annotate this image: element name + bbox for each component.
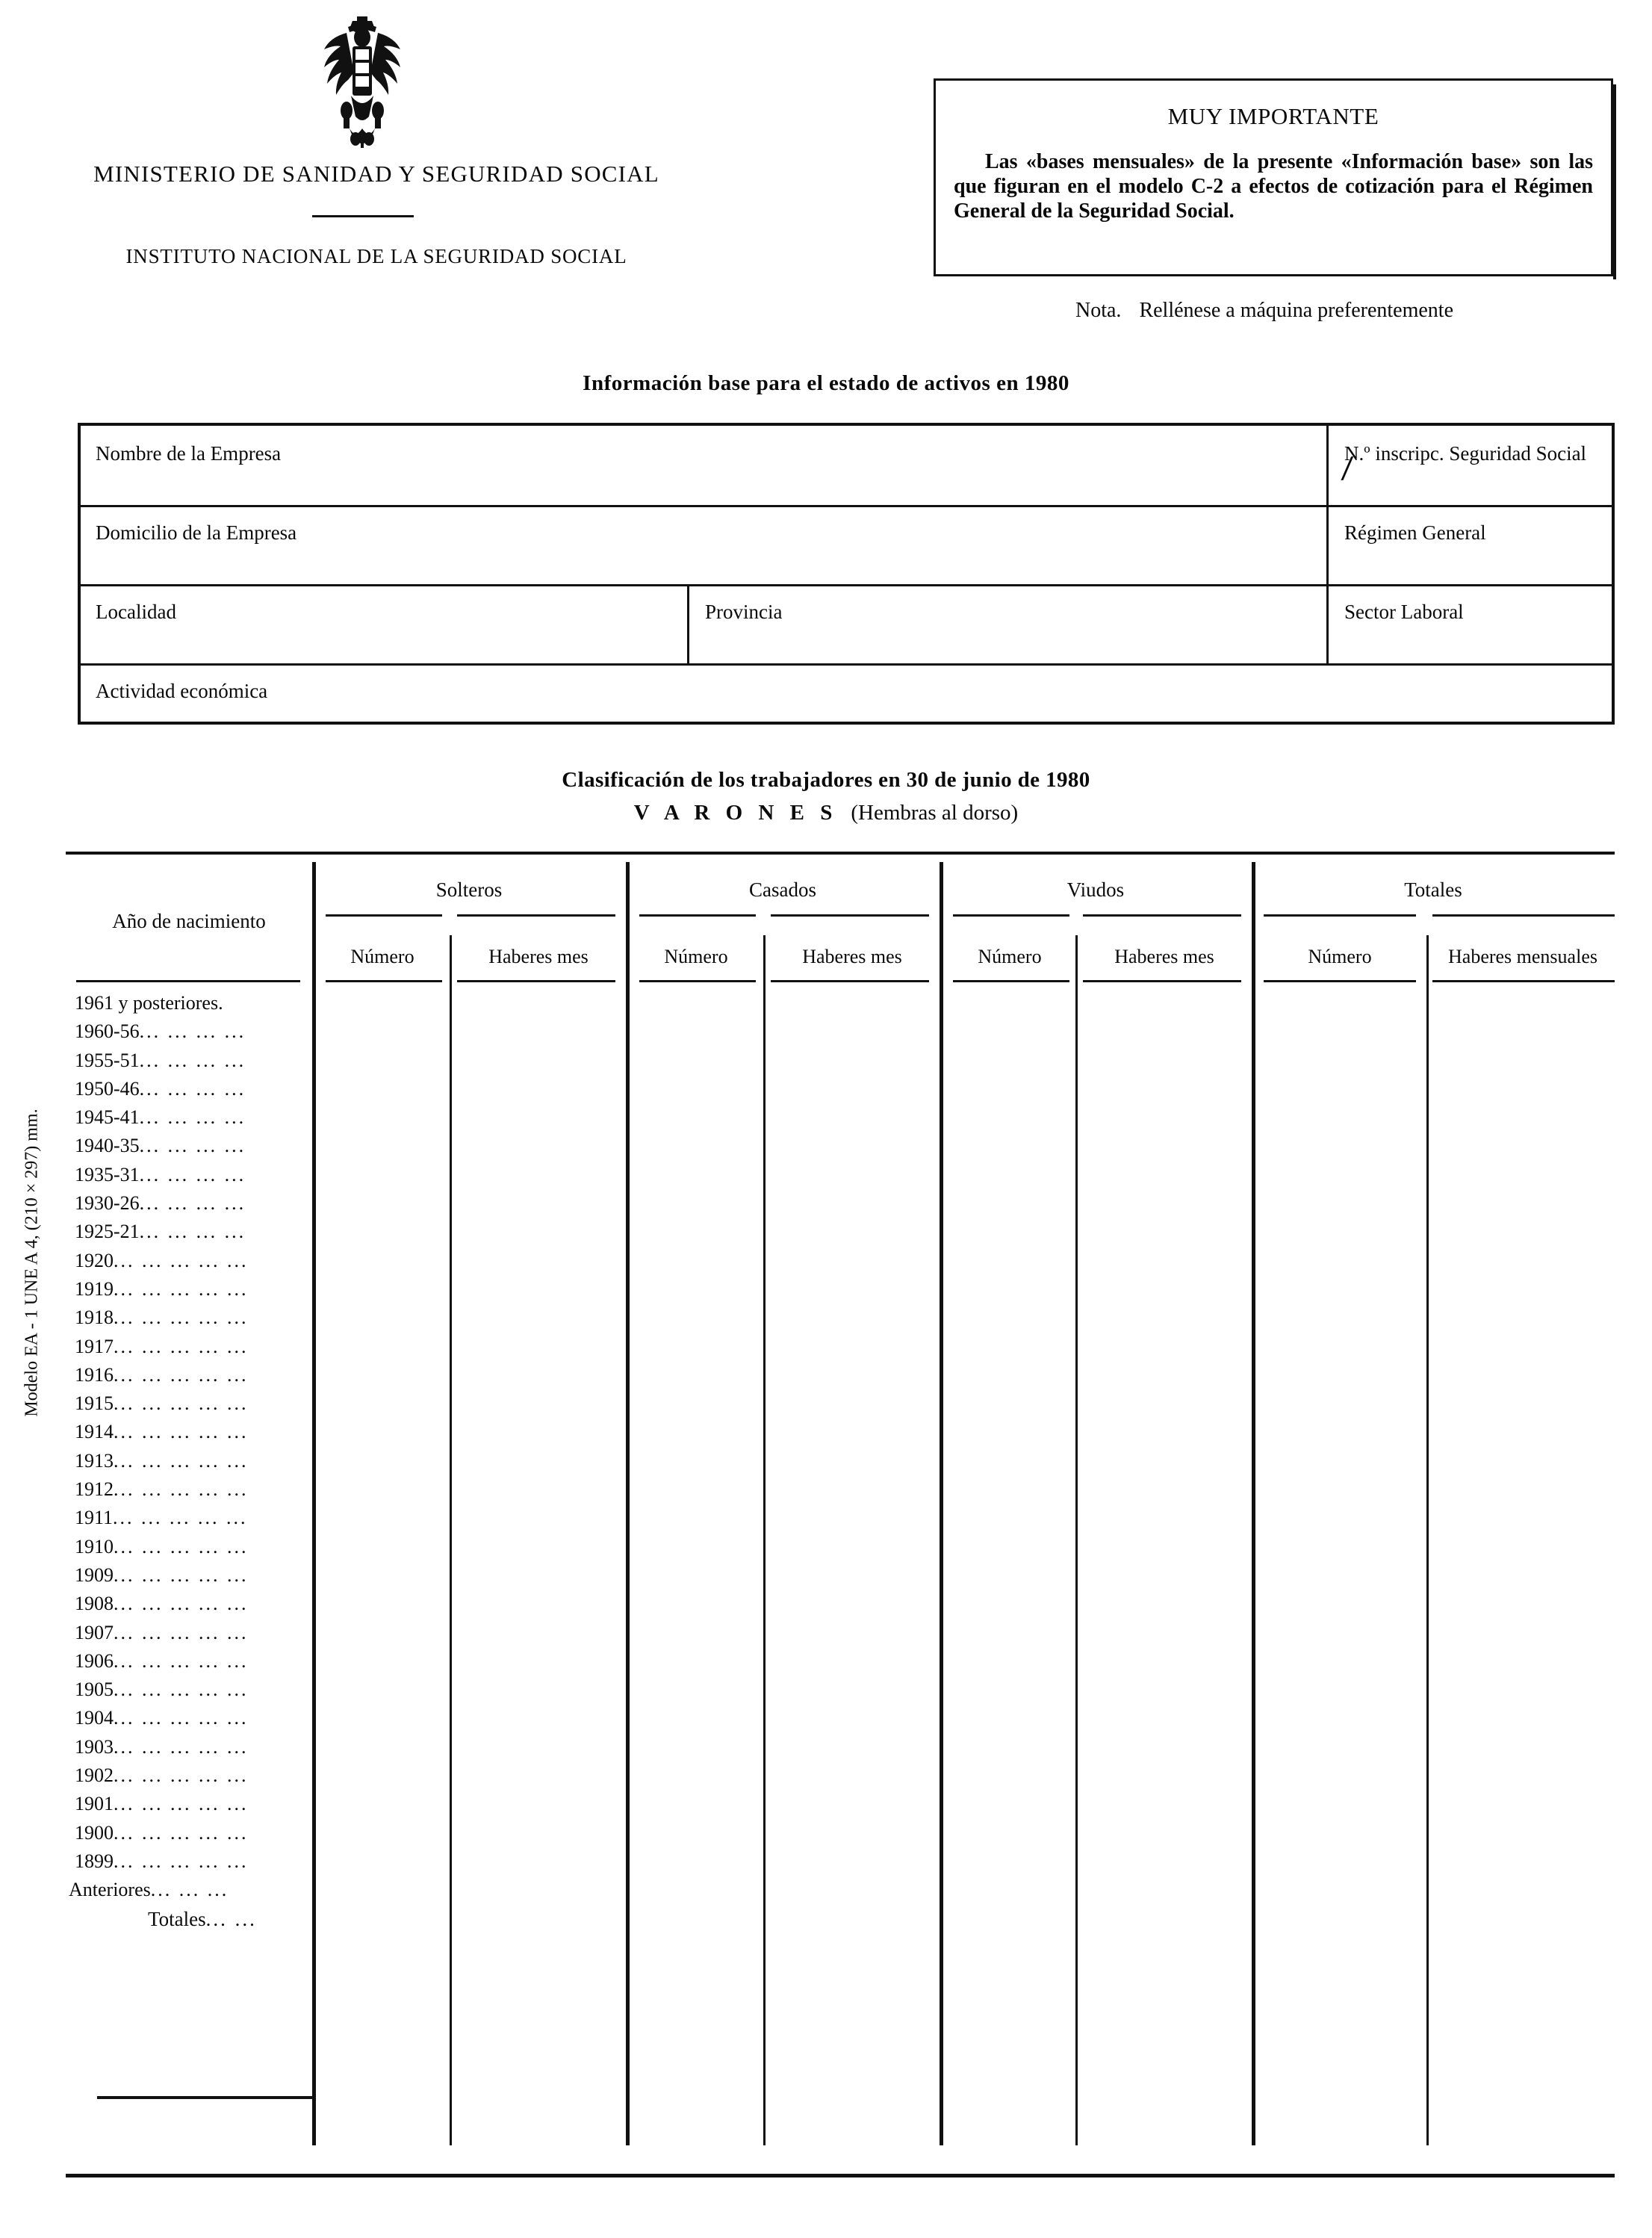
label-numero-inscripcion: N.º inscripc. Seguridad Social bbox=[1344, 442, 1587, 465]
spanish-eagle-coat-of-arms-icon bbox=[314, 15, 411, 153]
row-year-label: 1961 y posteriores. bbox=[75, 992, 223, 1014]
table-row bbox=[66, 1793, 312, 1821]
table-row bbox=[66, 1336, 312, 1364]
table-row bbox=[66, 1106, 312, 1135]
totales-separator-rule bbox=[97, 2096, 314, 2099]
column-header-year: Año de nacimiento bbox=[112, 910, 266, 932]
label-sector-laboral: Sector Laboral bbox=[1344, 601, 1464, 623]
row-leader-dots: ... ... ... ... ... bbox=[114, 1363, 249, 1386]
label-domicilio-empresa: Domicilio de la Empresa bbox=[96, 521, 297, 544]
table-row bbox=[66, 1536, 312, 1564]
page-title-institute: INSTITUTO NACIONAL DE LA SEGURIDAD SOCIAL bbox=[125, 245, 627, 267]
group-underline-totales-a bbox=[1264, 914, 1416, 917]
localidad-provincia-rule bbox=[687, 584, 689, 663]
row-year-label: Anteriores bbox=[69, 1879, 151, 1901]
subunderline-casados-numero bbox=[639, 980, 756, 982]
table-row bbox=[66, 1050, 312, 1078]
table-row bbox=[66, 1622, 312, 1650]
row-leader-dots: ... ... ... ... ... bbox=[114, 1335, 249, 1357]
row-year-label: 1916 bbox=[75, 1363, 114, 1386]
table-row bbox=[66, 1164, 312, 1192]
label-regimen-general: Régimen General bbox=[1344, 521, 1486, 544]
label-localidad: Localidad bbox=[96, 601, 176, 623]
table-row bbox=[66, 1593, 312, 1621]
row-leader-dots: ... ... ... ... ... bbox=[114, 1821, 249, 1844]
table-row bbox=[66, 1221, 312, 1249]
row-year-label: 1908 bbox=[75, 1593, 114, 1615]
table-row bbox=[66, 1078, 312, 1106]
col-rule-solteros-sub bbox=[450, 935, 452, 2145]
nota-label: Nota. bbox=[1075, 299, 1122, 322]
row-year-label: 1902 bbox=[75, 1764, 114, 1787]
row-leader-dots: ... ... ... ... ... bbox=[114, 1793, 249, 1815]
company-box-right-column-rule bbox=[1326, 426, 1329, 663]
row-leader-dots: ... ... ... ... bbox=[139, 1106, 246, 1129]
subheader-casados-numero: Número bbox=[664, 946, 728, 967]
row-year-label: 1915 bbox=[75, 1392, 114, 1415]
subheader-solteros-numero: Número bbox=[350, 946, 414, 967]
table-top-rule bbox=[66, 852, 1615, 855]
table-row bbox=[66, 1450, 312, 1478]
row-leader-dots: ... ... ... ... ... bbox=[114, 1707, 249, 1729]
row-year-label: 1920 bbox=[75, 1249, 114, 1271]
model-reference-label: Modelo EA - 1 UNE A 4, (210 × 297) mm. bbox=[22, 1109, 42, 1417]
table-row bbox=[66, 1764, 312, 1793]
table-row bbox=[66, 1507, 312, 1535]
table-row bbox=[66, 1364, 312, 1392]
group-underline-totales-b bbox=[1432, 914, 1615, 917]
row-year-label: 1913 bbox=[75, 1449, 114, 1472]
row-leader-dots: ... ... ... ... ... bbox=[114, 1621, 249, 1643]
row-year-label: 1925-21 bbox=[75, 1221, 140, 1243]
group-underline-casados-b bbox=[771, 914, 929, 917]
row-leader-dots: ... ... ... ... ... bbox=[114, 1478, 249, 1501]
year-column-underline bbox=[76, 980, 300, 982]
col-rule-viudos-sub bbox=[1075, 935, 1078, 2145]
classification-caption: Clasificación de los trabajadores en 30 de junio de 1980 bbox=[562, 768, 1090, 792]
row-leader-dots: ... ... ... bbox=[150, 1879, 229, 1901]
col-rule-totales-sub bbox=[1426, 935, 1429, 2145]
row-leader-dots: ... ... ... ... ... bbox=[114, 1735, 249, 1758]
subunderline-viudos-numero bbox=[953, 980, 1069, 982]
row-year-label: 1914 bbox=[75, 1421, 114, 1443]
table-row bbox=[66, 1736, 312, 1764]
important-notice-body: Las «bases mensuales» de la presente «Información base» son las que figuran en el modelo C-2 a efectos de cotización para el Régimen General de la Seguridad Social. bbox=[954, 150, 1593, 223]
company-box-hr-1 bbox=[81, 505, 1612, 507]
row-leader-dots: ... ... ... ... ... bbox=[114, 1306, 249, 1329]
table-row bbox=[66, 1678, 312, 1707]
group-header-casados: Casados bbox=[749, 878, 816, 901]
group-underline-viudos-b bbox=[1083, 914, 1241, 917]
subunderline-solteros-haberes bbox=[457, 980, 615, 982]
row-year-label: 1950-46 bbox=[75, 1077, 140, 1100]
row-leader-dots: ... ... ... ... ... bbox=[114, 1563, 249, 1586]
row-leader-dots: ... ... ... ... bbox=[139, 1163, 246, 1185]
row-leader-dots: ... ... ... ... ... bbox=[114, 1277, 249, 1300]
group-underline-solteros-a bbox=[326, 914, 442, 917]
company-info-box bbox=[78, 423, 1615, 725]
col-rule-year-solteros bbox=[312, 862, 316, 2145]
row-leader-dots: ... ... ... ... ... bbox=[114, 1249, 249, 1271]
group-header-totales: Totales bbox=[1404, 878, 1462, 901]
row-leader-dots: ... ... ... ... ... bbox=[114, 1678, 249, 1701]
row-leader-dots: ... ... ... ... ... bbox=[114, 1449, 249, 1472]
table-row bbox=[66, 992, 312, 1020]
col-rule-viudos-totales bbox=[1252, 862, 1255, 2145]
row-year-label: 1909 bbox=[75, 1563, 114, 1586]
row-leader-dots: ... ... ... ... bbox=[139, 1020, 246, 1043]
infobase-caption: Información base para el estado de activos en 1980 bbox=[583, 371, 1069, 395]
row-leader-dots: ... ... ... ... bbox=[139, 1135, 246, 1157]
row-year-label: 1930-26 bbox=[75, 1192, 140, 1215]
group-header-solteros: Solteros bbox=[435, 878, 503, 901]
nota-text: Rellénese a máquina preferentemente bbox=[1139, 299, 1453, 322]
table-row bbox=[66, 1879, 312, 1907]
row-year-label: 1904 bbox=[75, 1707, 114, 1729]
row-year-label: 1919 bbox=[75, 1277, 114, 1300]
row-year-label: 1903 bbox=[75, 1735, 114, 1758]
subheader-viudos-numero: Número bbox=[978, 946, 1042, 967]
col-rule-solteros-casados bbox=[626, 862, 630, 2145]
table-row bbox=[66, 1135, 312, 1163]
varones-note: (Hembras al dorso) bbox=[851, 801, 1019, 825]
group-underline-viudos-a bbox=[953, 914, 1069, 917]
col-rule-casados-viudos bbox=[940, 862, 943, 2145]
varones-label: V A R O N E S bbox=[633, 801, 838, 825]
subheader-solteros-haberes: Haberes mes bbox=[488, 946, 589, 967]
company-box-hr-3 bbox=[81, 663, 1612, 666]
row-year-label: 1918 bbox=[75, 1306, 114, 1329]
table-row bbox=[66, 1564, 312, 1593]
table-row bbox=[66, 1822, 312, 1850]
row-year-label: 1901 bbox=[75, 1793, 114, 1815]
important-notice-title: MUY IMPORTANTE bbox=[1167, 103, 1379, 129]
row-leader-dots: ... ... ... ... ... bbox=[114, 1649, 249, 1672]
row-leader-dots: ... ... ... ... ... bbox=[114, 1764, 249, 1787]
row-year-label: Totales bbox=[148, 1907, 206, 1930]
row-year-label: 1910 bbox=[75, 1535, 114, 1557]
row-leader-dots: ... ... bbox=[205, 1907, 257, 1930]
table-row bbox=[66, 1392, 312, 1421]
group-underline-solteros-b bbox=[457, 914, 615, 917]
table-row bbox=[66, 1250, 312, 1278]
row-year-label: 1900 bbox=[75, 1821, 114, 1844]
company-box-hr-2 bbox=[81, 584, 1612, 586]
workers-classification-table bbox=[66, 852, 1615, 2181]
row-leader-dots: ... ... ... ... ... bbox=[114, 1392, 249, 1415]
row-year-label: 1940-35 bbox=[75, 1135, 140, 1157]
company-box-left-rule bbox=[78, 426, 81, 722]
subunderline-viudos-haberes bbox=[1083, 980, 1241, 982]
row-leader-dots: ... ... ... ... bbox=[139, 1192, 246, 1215]
row-year-label: 1905 bbox=[75, 1678, 114, 1701]
table-row bbox=[66, 1850, 312, 1879]
row-year-label: 1906 bbox=[75, 1649, 114, 1672]
table-row bbox=[66, 1306, 312, 1335]
row-year-label: 1945-41 bbox=[75, 1106, 140, 1129]
company-box-right-rule bbox=[1612, 426, 1615, 722]
row-leader-dots: ... ... ... ... bbox=[139, 1221, 246, 1243]
row-year-label: 1911 bbox=[75, 1507, 114, 1529]
nota-line bbox=[1075, 299, 1453, 323]
table-bottom-rule bbox=[66, 2174, 1615, 2177]
table-row bbox=[66, 1478, 312, 1507]
row-leader-dots: ... ... ... ... ... bbox=[114, 1593, 249, 1615]
header-divider bbox=[312, 215, 414, 217]
row-leader-dots: ... ... ... ... ... bbox=[114, 1535, 249, 1557]
row-leader-dots: ... ... ... ... bbox=[139, 1077, 246, 1100]
row-leader-dots: ... ... ... ... bbox=[139, 1049, 246, 1071]
row-year-label: 1907 bbox=[75, 1621, 114, 1643]
table-row bbox=[66, 1421, 312, 1449]
important-notice-box bbox=[934, 78, 1613, 276]
subheader-totales-haberes: Haberes mensuales bbox=[1448, 946, 1597, 967]
label-provincia: Provincia bbox=[705, 601, 783, 623]
group-underline-casados-a bbox=[639, 914, 756, 917]
row-year-label: 1955-51 bbox=[75, 1049, 140, 1071]
row-leader-dots: ... ... ... ... ... bbox=[114, 1850, 249, 1872]
label-nombre-empresa: Nombre de la Empresa bbox=[96, 442, 282, 465]
table-row bbox=[66, 1192, 312, 1221]
subunderline-totales-numero bbox=[1264, 980, 1416, 982]
row-year-label: 1960-56 bbox=[75, 1020, 140, 1043]
group-header-viudos: Viudos bbox=[1066, 878, 1125, 901]
col-rule-casados-sub bbox=[763, 935, 766, 2145]
row-year-label: 1917 bbox=[75, 1335, 114, 1357]
subheader-viudos-haberes: Haberes mes bbox=[1114, 946, 1214, 967]
table-row bbox=[66, 1020, 312, 1049]
page-title-ministry: MINISTERIO DE SANIDAD Y SEGURIDAD SOCIAL bbox=[93, 161, 659, 187]
varones-caption bbox=[0, 801, 1652, 825]
row-leader-dots: ... ... ... ... ... bbox=[114, 1421, 249, 1443]
subunderline-casados-haberes bbox=[771, 980, 929, 982]
table-row bbox=[66, 1707, 312, 1735]
row-year-label: 1899 bbox=[75, 1850, 114, 1872]
table-row bbox=[66, 1650, 312, 1678]
table-row bbox=[66, 1908, 312, 1936]
table-row bbox=[66, 1278, 312, 1306]
subunderline-totales-haberes bbox=[1432, 980, 1615, 982]
row-year-label: 1912 bbox=[75, 1478, 114, 1501]
label-actividad-economica: Actividad económica bbox=[96, 680, 268, 702]
row-year-label: 1935-31 bbox=[75, 1163, 140, 1185]
subheader-totales-numero: Número bbox=[1308, 946, 1372, 967]
subunderline-solteros-numero bbox=[326, 980, 442, 982]
subheader-casados-haberes: Haberes mes bbox=[802, 946, 902, 967]
year-rows-list bbox=[66, 992, 312, 1936]
numero-inscripcion-value: / bbox=[1341, 448, 1353, 488]
row-leader-dots: ... ... ... ... ... bbox=[113, 1507, 248, 1529]
